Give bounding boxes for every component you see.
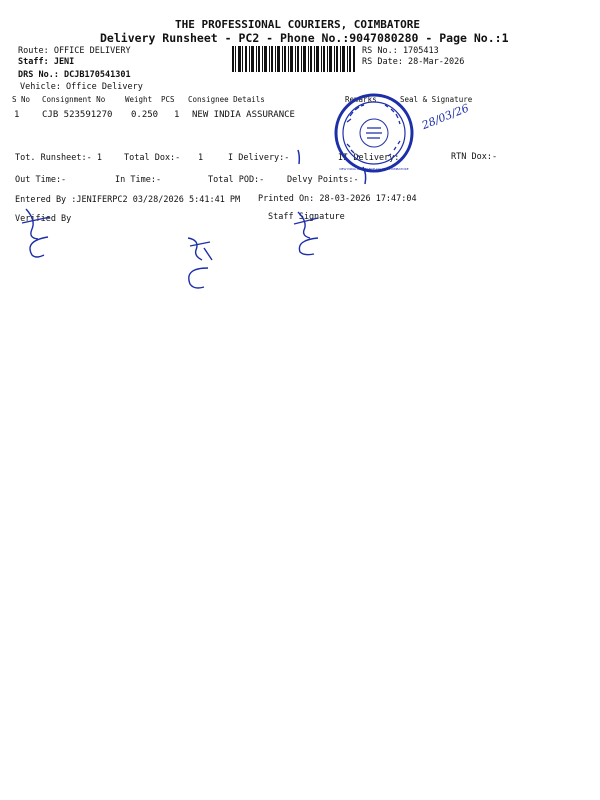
in-time-label: In Time:- xyxy=(115,175,162,185)
staff-label: Staff: JENI xyxy=(18,57,75,67)
ii-delivery-label: II Delivery:- xyxy=(338,153,405,163)
row-weight: 0.250 xyxy=(131,110,159,120)
col-header-weight: Weight xyxy=(125,95,153,104)
row-sno: 1 xyxy=(14,110,20,120)
col-header-remarks: Remarks xyxy=(345,95,377,104)
document-title: THE PROFESSIONAL COURIERS, COIMBATORE xyxy=(175,18,421,31)
vehicle-label: Vehicle: Office Delivery xyxy=(20,82,143,92)
seal-stamp xyxy=(333,92,415,174)
handwritten-date: 28/03/26 xyxy=(420,101,471,133)
rs-date: RS Date: 28-Mar-2026 xyxy=(362,57,465,67)
i-delivery-tick-icon xyxy=(292,146,312,166)
delvy-points-tick-icon xyxy=(358,164,378,186)
total-pod-label: Total POD:- xyxy=(208,175,265,185)
route-label: Route: OFFICE DELIVERY xyxy=(18,46,131,56)
total-dox-label: Total Dox:- xyxy=(124,153,181,163)
printed-on: Printed On: 28-03-2026 17:47:04 xyxy=(258,194,417,204)
rs-number: RS No.: 1705413 xyxy=(362,46,439,56)
staff-signature-icon xyxy=(288,208,328,258)
row-pcs: 1 xyxy=(174,110,180,120)
tot-runsheet: Tot. Runsheet:- 1 xyxy=(15,153,102,163)
row-consignee: NEW INDIA ASSURANCE xyxy=(192,110,295,120)
col-header-seal: Seal & Signature xyxy=(400,95,473,104)
col-header-consignment: Consignment No xyxy=(42,95,106,104)
document-subtitle: Delivery Runsheet - PC2 - Phone No.:9047080280 - Page No.:1 xyxy=(100,31,509,45)
total-dox-value: 1 xyxy=(198,153,204,163)
col-header-sno: S No xyxy=(12,95,31,104)
staff-initials-signature-icon xyxy=(180,232,220,292)
verified-by-label: Verified By xyxy=(15,214,72,224)
col-header-pcs: PCS xyxy=(161,95,175,104)
verified-by-signature-icon xyxy=(18,205,58,260)
stamp-text: NEW INDIA ASSURANCE CO. LTD COIMBATORE xyxy=(339,167,409,171)
i-delivery-label: I Delivery:- xyxy=(228,153,290,163)
row-consignment: CJB 523591270 xyxy=(42,110,113,120)
barcode xyxy=(232,46,356,72)
drs-number: DRS No.: DCJB170541301 xyxy=(18,70,131,80)
rtn-dox-label: RTN Dox:- xyxy=(451,152,498,162)
entered-by: Entered By :JENIFERPC2 03/28/2026 5:41:41 PM xyxy=(15,195,241,205)
staff-signature-label: Staff Signature xyxy=(268,212,345,222)
delvy-points-label: Delvy Points:- xyxy=(287,175,359,185)
out-time-label: Out Time:- xyxy=(15,175,67,185)
col-header-consignee: Consignee Details xyxy=(188,95,265,104)
